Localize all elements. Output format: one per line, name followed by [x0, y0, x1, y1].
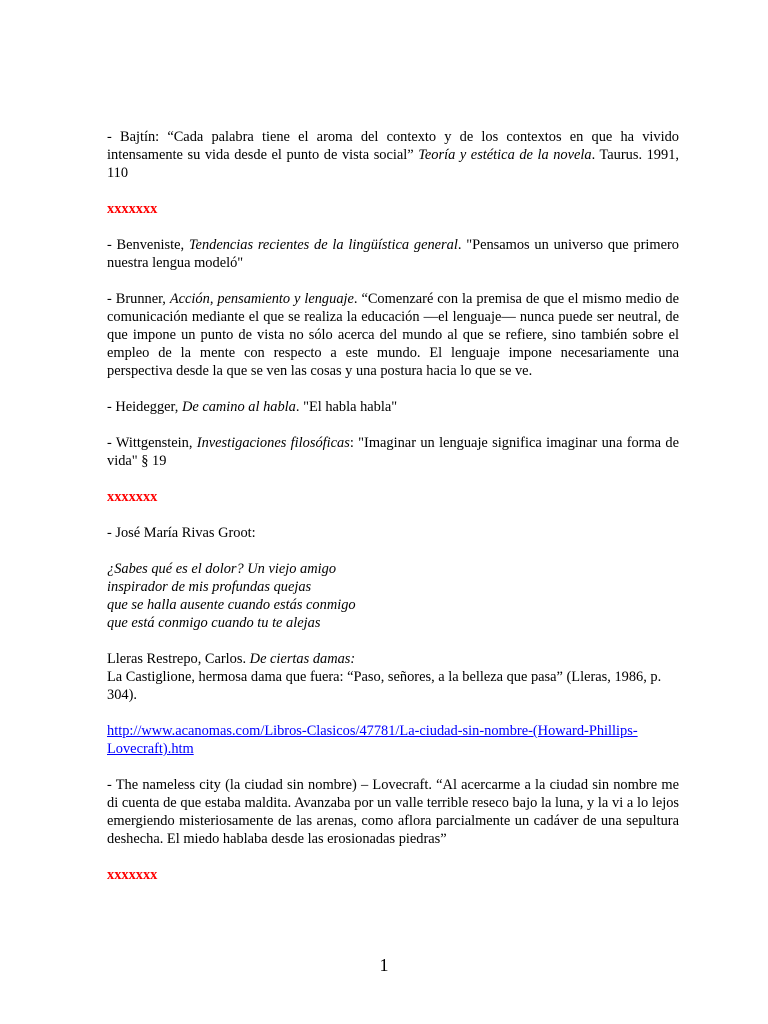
quote-text: - Brunner,	[107, 291, 170, 307]
quote-text: : "Imaginar un lenguaje significa imaginar una forma de vida" § 19	[107, 435, 679, 469]
separator-marker: xxxxxxx	[107, 489, 158, 505]
quote-lovecraft: - The nameless city (la ciudad sin nombre) – Lovecraft. “Al acercarme a la ciudad sin nombre me di cuenta de que estaba maldita. Avanzaba por un valle terrible reseco bajo la luna, y la vi a lo lejos emergiendo misteriosamente de las arenas, como aflora parcialmente un cadáver de una sepultura deshecha. El miedo hablaba desde las erosionadas piedras”	[107, 777, 679, 847]
poem-line: que está conmigo cuando tu te alejas	[107, 615, 321, 631]
book-title: Acción, pensamiento y lenguaje	[169, 291, 354, 307]
quote-text: . “Comenzaré con la premisa de que el mismo medio de comunicación mediante el que se realiza la educación —el lenguaje— nunca puede ser neutral, de que impone un punto de vista no sólo acerca del mundo al que se refiere, sino también sobre el empleo de la mente con respecto a este mundo. El lenguaje impone necesariamente una perspectiva desde la que se ven las cosas y una postura hacia lo que se ve.	[107, 291, 679, 379]
poem	[107, 560, 679, 632]
quote-text: - Benveniste,	[107, 237, 189, 253]
book-title: Tendencias recientes de la lingüística general	[188, 237, 458, 253]
quote-text: Lleras Restrepo, Carlos.	[107, 651, 250, 667]
author-rivas-groot: - José María Rivas Groot:	[107, 525, 256, 541]
quote-text: - Bajtín: “Cada palabra tiene el aroma del contexto y de los contextos en que ha vivido intensamente su vida desde el punto de vista social”	[107, 129, 679, 163]
poem-line: que se halla ausente cuando estás conmigo	[107, 597, 356, 613]
quote-text: . "Pensamos un universo que primero nuestra lengua modeló"	[107, 237, 679, 271]
quote-text: - Wittgenstein,	[107, 435, 197, 451]
separator-marker: xxxxxxx	[107, 867, 158, 883]
quote-heidegger	[107, 398, 679, 416]
quote-text: - Heidegger,	[107, 399, 182, 415]
poem-line: ¿Sabes qué es el dolor? Un viejo amigo	[107, 561, 337, 577]
book-title: Investigaciones filosóficas	[196, 435, 350, 451]
book-title: De ciertas damas:	[249, 651, 356, 667]
quote-text: La Castiglione, hermosa dama que fuera: “Paso, señores, a la belleza que pasa” (Lleras, 1986, p. 304).	[107, 669, 662, 703]
page-content	[107, 128, 679, 902]
quote-wittgenstein	[107, 434, 679, 470]
quote-lleras	[107, 650, 679, 704]
quote-benveniste	[107, 236, 679, 272]
quote-brunner	[107, 290, 679, 380]
quote-text: . "El habla habla"	[295, 399, 398, 415]
book-title: De camino al habla	[181, 399, 296, 415]
link-paragraph	[107, 722, 679, 758]
book-title: Teoría y estética de la novela	[418, 147, 592, 163]
page-number: 1	[379, 955, 389, 975]
lovecraft-link[interactable]: http://www.acanomas.com/Libros-Clasicos/47781/La-ciudad-sin-nombre-(Howard-Phillips-Lovecraft).htm	[107, 723, 638, 757]
quote-bajtin	[107, 128, 679, 182]
quote-text: . Taurus. 1991, 110	[107, 147, 679, 181]
separator-marker: xxxxxxx	[107, 201, 158, 217]
poem-line: inspirador de mis profundas quejas	[107, 579, 312, 595]
